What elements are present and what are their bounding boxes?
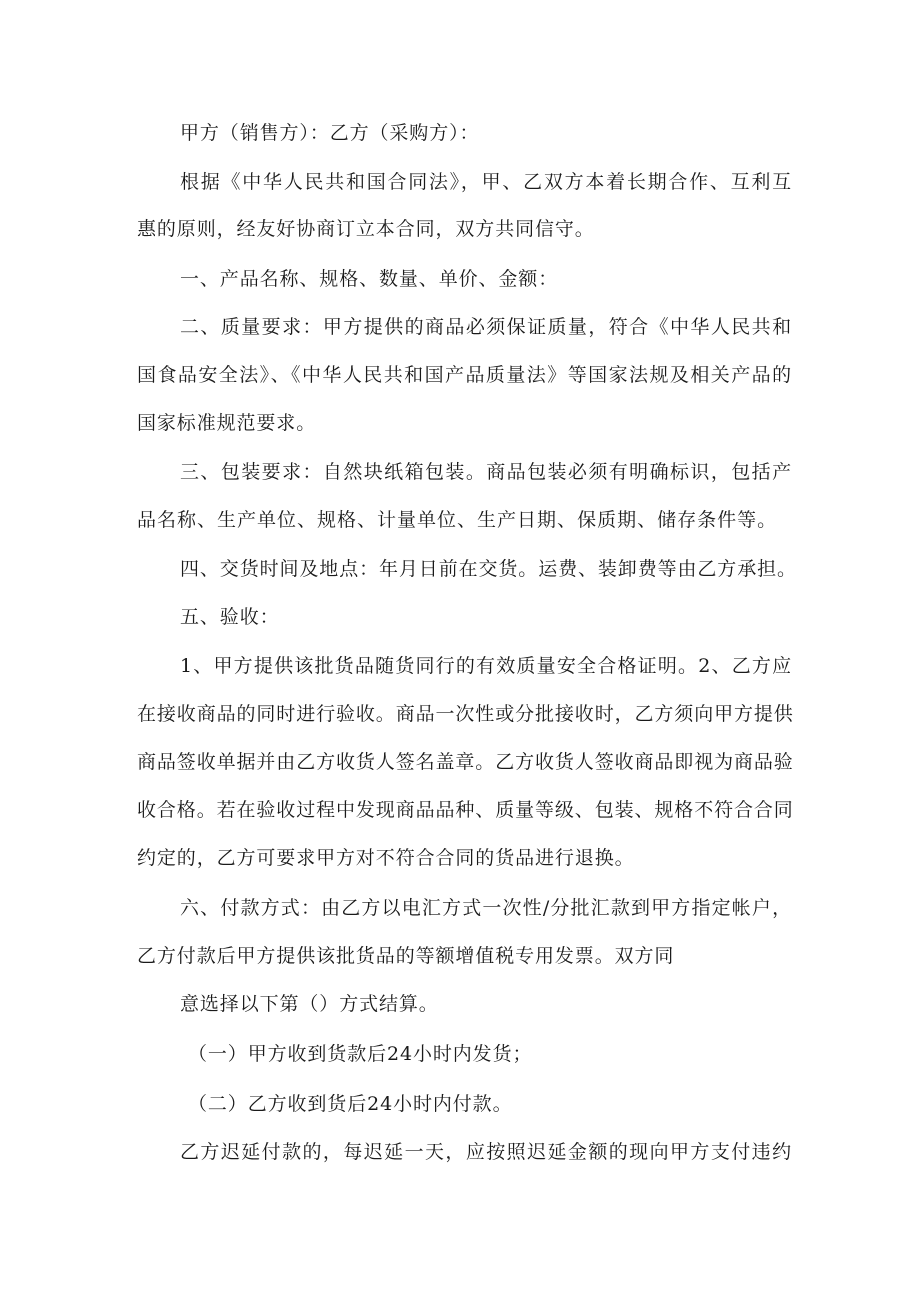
- clause-5-line-2: 在接收商品的同时进行验收。商品一次性或分批接收时，乙方须向甲方提供: [137, 703, 794, 725]
- settlement-option-1: （一）甲方收到货款后24小时内发货；: [188, 1043, 533, 1065]
- settlement-option-2: （二）乙方收到货后24小时内付款。: [188, 1093, 513, 1115]
- clause-2-line-3: 国家标准规范要求。: [137, 412, 317, 434]
- clause-5-line-4: 收合格。若在验收过程中发现商品品种、质量等级、包装、规格不符合合同: [137, 799, 794, 821]
- clause-2-line-1: 二、质量要求：甲方提供的商品必须保证质量，符合《中华人民共和: [180, 316, 792, 338]
- clause-3-line-1: 三、包装要求：自然块纸箱包装。商品包装必须有明确标识，包括产: [180, 461, 792, 483]
- clause-6-line-3: 意选择以下第（）方式结算。: [180, 993, 439, 1015]
- clause-1-heading: 一、产品名称、规格、数量、单价、金额：: [180, 268, 559, 290]
- preamble-line-1: 根据《中华人民共和国合同法》，甲、乙双方本着长期合作、互利互: [180, 171, 792, 193]
- clause-6-line-1: 六、付款方式：由乙方以电汇方式一次性/分批汇款到甲方指定帐户，: [180, 897, 792, 919]
- clause-5-heading: 五、验收：: [180, 606, 280, 628]
- clause-5-line-1: 1、甲方提供该批货品随货同行的有效质量安全合格证明。2、乙方应: [180, 655, 792, 677]
- clause-3-line-2: 品名称、生产单位、规格、计量单位、生产日期、保质期、储存条件等。: [137, 509, 777, 531]
- party-line: 甲方（销售方）：乙方（采购方）：: [180, 122, 480, 144]
- clause-2-line-2: 国食品安全法》、《中华人民共和国产品质量法》等国家法规及相关产品的: [137, 364, 792, 386]
- clause-5-line-3: 商品签收单据并由乙方收货人签名盖章。乙方收货人签收商品即视为商品验: [137, 751, 794, 773]
- preamble-line-2: 惠的原则，经友好协商订立本合同，双方共同信守。: [137, 218, 595, 240]
- clause-4-line: 四、交货时间及地点：年月日前在交货。运费、装卸费等由乙方承担。: [180, 558, 797, 580]
- clause-6-line-2: 乙方付款后甲方提供该批货品的等额增值税专用发票。双方同: [137, 945, 675, 967]
- late-payment-line: 乙方迟延付款的，每迟延一天，应按照迟延金额的现向甲方支付违约: [180, 1141, 792, 1163]
- clause-5-line-5: 约定的，乙方可要求甲方对不符合合同的货品进行退换。: [137, 847, 635, 869]
